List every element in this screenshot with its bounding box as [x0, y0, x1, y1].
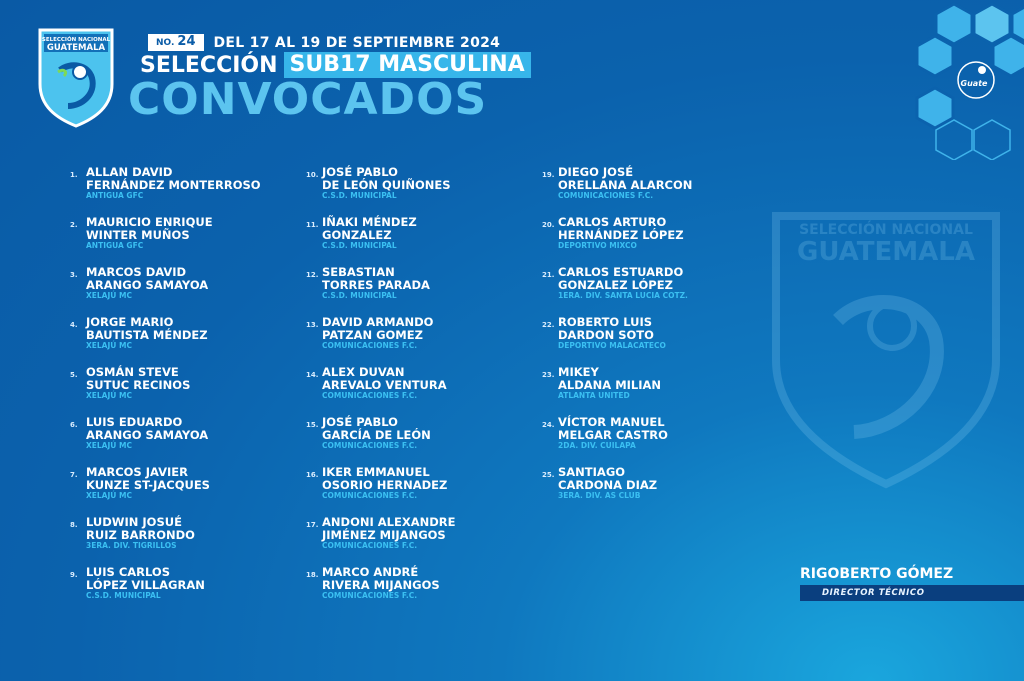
player-first-name: MAURICIO ENRIQUE — [86, 215, 213, 229]
player-club: COMUNICACIONES F.C. — [322, 541, 418, 550]
player-number: 2. — [70, 221, 78, 229]
player-club: XELAJÚ MC — [86, 291, 132, 300]
player-number: 8. — [70, 521, 78, 529]
player-number: 13. — [306, 321, 319, 329]
player-first-name: CARLOS ESTUARDO — [558, 265, 684, 279]
player-first-name: ALLAN DAVID — [86, 165, 173, 179]
player-club: COMUNICACIONES F.C. — [322, 591, 418, 600]
player-last-name: FERNÁNDEZ MONTERROSO — [86, 177, 261, 192]
player-club: C.S.D. MUNICIPAL — [86, 591, 161, 600]
page-title: CONVOCADOS — [128, 74, 488, 125]
player-last-name: DARDON SOTO — [558, 327, 654, 342]
player-last-name: TORRES PARADA — [322, 277, 430, 292]
player-number: 4. — [70, 321, 78, 329]
player-club: XELAJÚ MC — [86, 341, 132, 350]
player-last-name: LÓPEZ VILLAGRAN — [86, 577, 205, 592]
player-first-name: JOSÉ PABLO — [322, 415, 398, 429]
player-entry — [70, 516, 261, 566]
player-first-name: LUIS CARLOS — [86, 565, 170, 579]
player-entry — [70, 266, 261, 316]
player-number: 20. — [542, 221, 555, 229]
player-entry — [70, 366, 261, 416]
player-column-1 — [70, 166, 261, 616]
coach-block — [800, 566, 1024, 601]
player-first-name: ROBERTO LUIS — [558, 315, 653, 329]
player-entry — [542, 366, 692, 416]
player-last-name: PATZAN GOMEZ — [322, 327, 423, 342]
player-club: 1ERA. DIV. SANTA LUCIA COTZ. — [558, 291, 688, 300]
player-first-name: JORGE MARIO — [86, 315, 174, 329]
player-club: C.S.D. MUNICIPAL — [322, 191, 397, 200]
player-club: COMUNICACIONES F.C. — [322, 491, 418, 500]
player-last-name: GARCÍA DE LEÓN — [322, 427, 431, 442]
player-entry — [306, 316, 456, 366]
player-first-name: DAVID ARMANDO — [322, 315, 434, 329]
player-entry — [542, 266, 692, 316]
player-first-name: LUDWIN JOSUÉ — [86, 515, 182, 529]
guate-badge-text: Guate — [960, 79, 988, 88]
player-club: 3ERA. DIV. TIGRILLOS — [86, 541, 177, 550]
player-number: 14. — [306, 371, 319, 379]
player-first-name: MIKEY — [558, 365, 599, 379]
player-entry — [70, 216, 261, 266]
player-number: 7. — [70, 471, 78, 479]
coach-role: DIRECTOR TÉCNICO — [800, 585, 1024, 601]
player-last-name: HERNÁNDEZ LÓPEZ — [558, 227, 684, 242]
player-entry — [70, 316, 261, 366]
player-last-name: JIMÉNEZ MIJANGOS — [322, 527, 446, 542]
player-first-name: SANTIAGO — [558, 465, 626, 479]
player-number: 19. — [542, 171, 555, 179]
player-number: 16. — [306, 471, 319, 479]
player-club: DEPORTIVO MALACATECO — [558, 341, 666, 350]
player-first-name: MARCO ANDRÉ — [322, 565, 419, 579]
player-last-name: OSORIO HERNADEZ — [322, 477, 448, 492]
player-entry — [306, 566, 456, 616]
player-entry — [306, 166, 456, 216]
player-club: ANTIGUA GFC — [86, 191, 144, 200]
player-entry — [542, 216, 692, 266]
player-last-name: GONZALEZ LÓPEZ — [558, 277, 673, 292]
player-last-name: ALDANA MILIAN — [558, 377, 662, 392]
player-entry — [542, 166, 692, 216]
event-dates: DEL 17 AL 19 DE SEPTIEMBRE 2024 — [213, 34, 501, 51]
category-label: SUB17 MASCULINA — [284, 52, 531, 78]
player-first-name: IÑAKI MÉNDEZ — [322, 215, 417, 229]
player-number: 3. — [70, 271, 78, 279]
player-first-name: MARCOS JAVIER — [86, 465, 188, 479]
player-number: 6. — [70, 421, 78, 429]
player-number: 10. — [306, 171, 319, 179]
player-number: 1. — [70, 171, 78, 179]
player-number: 5. — [70, 371, 78, 379]
header-top-line — [148, 34, 500, 51]
player-last-name: WINTER MUÑOS — [86, 227, 190, 242]
player-first-name: IKER EMMANUEL — [322, 465, 430, 479]
edition-number: 24 — [177, 34, 196, 49]
watermark-line1: SELECCIÓN NACIONAL — [799, 222, 973, 238]
player-number: 15. — [306, 421, 319, 429]
crest-line2: GUATEMALA — [46, 43, 106, 53]
player-club: XELAJÚ MC — [86, 491, 132, 500]
player-club: COMUNICACIONES F.C. — [322, 341, 418, 350]
player-club: ATLANTA UNITED — [558, 391, 630, 400]
player-first-name: ANDONI ALEXANDRE — [322, 515, 456, 529]
player-number: 23. — [542, 371, 555, 379]
player-last-name: RUIZ BARRONDO — [86, 527, 195, 542]
player-last-name: ORELLANA ALARCON — [558, 177, 693, 192]
player-last-name: ARANGO SAMAYOA — [86, 277, 209, 292]
player-club: ANTIGUA GFC — [86, 241, 144, 250]
player-number: 9. — [70, 571, 78, 579]
player-club: DEPORTIVO MIXCO — [558, 241, 637, 250]
player-number: 25. — [542, 471, 555, 479]
player-first-name: LUIS EDUARDO — [86, 415, 183, 429]
player-last-name: DE LEÓN QUIÑONES — [322, 177, 451, 192]
player-club: 3ERA. DIV. AS CLUB — [558, 491, 641, 500]
seleccion-label: SELECCIÓN — [140, 52, 278, 78]
player-last-name: MELGAR CASTRO — [558, 427, 668, 442]
player-entry — [306, 416, 456, 466]
edition-badge — [148, 34, 204, 51]
player-first-name: CARLOS ARTURO — [558, 215, 667, 229]
player-entry — [542, 416, 692, 466]
player-entry — [306, 266, 456, 316]
player-number: 17. — [306, 521, 319, 529]
player-last-name: KUNZE ST-JACQUES — [86, 477, 210, 492]
guate-badge-logo — [946, 58, 998, 102]
player-entry — [306, 466, 456, 516]
player-last-name: RIVERA MIJANGOS — [322, 577, 440, 592]
player-number: 18. — [306, 571, 319, 579]
player-first-name: OSMÁN STEVE — [86, 365, 179, 379]
player-club: XELAJÚ MC — [86, 441, 132, 450]
player-first-name: SEBASTIAN — [322, 265, 395, 279]
federation-crest-watermark — [768, 210, 1004, 490]
watermark-line2: GUATEMALA — [797, 237, 975, 267]
player-first-name: VÍCTOR MANUEL — [558, 415, 665, 429]
player-number: 24. — [542, 421, 555, 429]
player-number: 12. — [306, 271, 319, 279]
player-number: 21. — [542, 271, 555, 279]
player-club: 2DA. DIV. CUILAPA — [558, 441, 636, 450]
player-entry — [542, 316, 692, 366]
player-column-3 — [542, 166, 692, 516]
player-entry — [306, 216, 456, 266]
player-entry — [542, 466, 692, 516]
player-last-name: ARANGO SAMAYOA — [86, 427, 209, 442]
player-last-name: AREVALO VENTURA — [322, 377, 447, 392]
player-last-name: SUTUC RECINOS — [86, 377, 191, 392]
player-first-name: DIEGO JOSÉ — [558, 165, 634, 179]
player-first-name: MARCOS DAVID — [86, 265, 187, 279]
crest-line1: SELECCIÓN NACIONAL — [41, 37, 111, 43]
player-entry — [70, 466, 261, 516]
player-first-name: ALEX DUVAN — [322, 365, 405, 379]
player-last-name: CARDONA DIAZ — [558, 477, 658, 492]
player-entry — [306, 516, 456, 566]
player-entry — [306, 366, 456, 416]
player-club: COMUNICACIONES F.C. — [322, 441, 418, 450]
player-column-2 — [306, 166, 456, 616]
federation-crest-logo — [34, 26, 118, 128]
player-entry — [70, 166, 261, 216]
coach-name: RIGOBERTO GÓMEZ — [800, 566, 954, 582]
player-club: C.S.D. MUNICIPAL — [322, 241, 397, 250]
player-number: 22. — [542, 321, 555, 329]
player-club: C.S.D. MUNICIPAL — [322, 291, 397, 300]
player-entry — [70, 566, 261, 616]
player-club: COMUNICACIONES F.C. — [322, 391, 418, 400]
player-entry — [70, 416, 261, 466]
edition-label: NO. — [156, 38, 175, 48]
player-number: 11. — [306, 221, 319, 229]
player-last-name: BAUTISTA MÉNDEZ — [86, 327, 208, 342]
player-club: XELAJÚ MC — [86, 391, 132, 400]
player-first-name: JOSÉ PABLO — [322, 165, 398, 179]
player-last-name: GONZALEZ — [322, 227, 392, 242]
player-club: COMUNICACIONES F.C. — [558, 191, 654, 200]
